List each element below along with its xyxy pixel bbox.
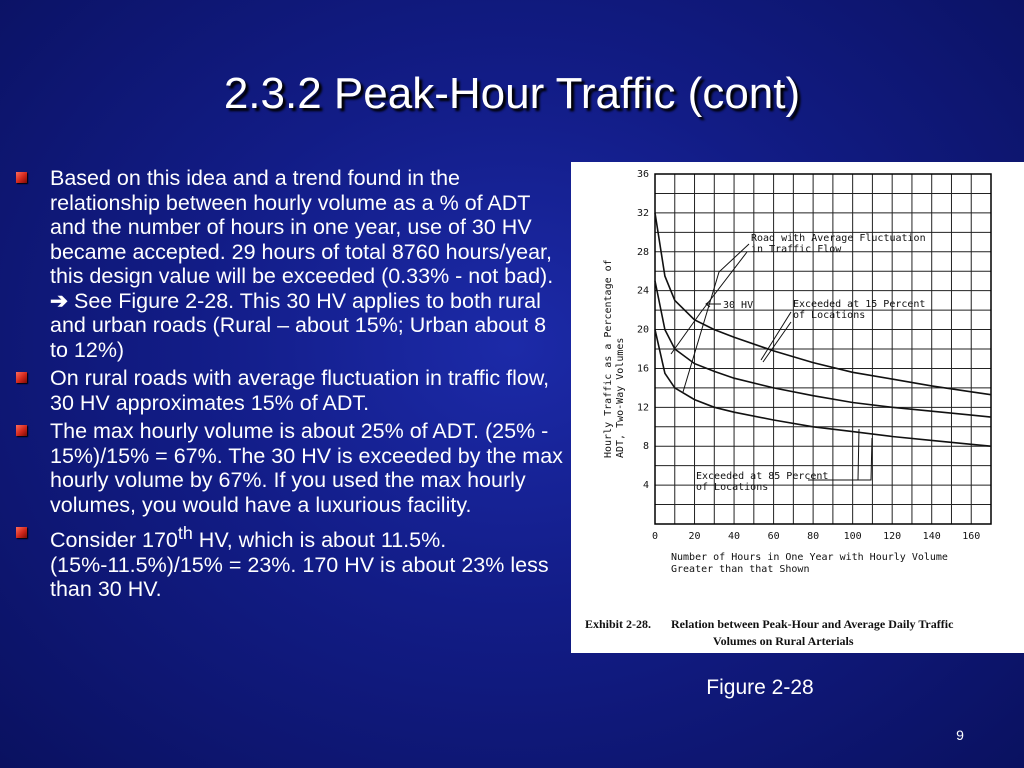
bullet-text: HV, which is about 11.5%. (15%-11.5%)/15% = 23%. 170 HV is about 23% less than 30 HV. (50, 528, 549, 602)
y-tick-label: 28 (636, 246, 649, 258)
x-tick-label: 0 (651, 531, 659, 542)
y-tick-label: 32 (636, 207, 649, 219)
annotation-15pct-line2: of Locations (793, 310, 866, 321)
exhibit-label: Exhibit 2-28. (585, 617, 652, 631)
x-tick-label: 60 (767, 531, 780, 542)
annotation-15pct-line1: Exceeded at 15 Percent (793, 299, 926, 310)
bullet-list (14, 166, 564, 606)
bullet-text: On rural roads with average fluctuation in traffic flow, 30 HV approximates 15% of ADT. (50, 366, 550, 415)
bullet-text: Based on this idea and a trend found in the relationship between hourly volume as a % of ADT and the number of hours in one year, use of 30 HV became accepted. 29 hours of total 8760 hours/year, this design value will be exceeded (0.33% - not bad). (50, 166, 554, 288)
annotation-85pct-line2: of Locations (696, 482, 769, 493)
y-tick-label: 12 (636, 402, 649, 414)
annotation-85pct-line1: Exceeded at 85 Percent (696, 471, 829, 482)
bullet-square-icon (16, 172, 27, 183)
annotation-30hv: 30 HV (723, 300, 754, 311)
x-tick-label: 120 (883, 531, 902, 542)
bullet-superscript: th (177, 523, 193, 543)
exhibit-title: Relation between Peak-Hour and Average Daily Traffic (671, 617, 954, 631)
bullet-text: See Figure 2-28. This 30 HV applies to both rural and urban roads (Rural – about 15%; Urban about 8 to 12%) (50, 288, 547, 362)
annotation-leaders (671, 230, 937, 480)
figure-image (571, 162, 1024, 653)
y-tick-label: 8 (642, 441, 649, 453)
x-tick-label: 160 (962, 531, 981, 542)
chart-annotations (696, 233, 926, 493)
bullet-square-icon (16, 425, 27, 436)
slide-title: 2.3.2 Peak-Hour Traffic (cont) (223, 69, 801, 118)
x-tick-label: 40 (728, 531, 741, 542)
slide-number: 9 (956, 727, 964, 743)
x-tick-labels (652, 531, 980, 542)
bullet-square-icon (16, 527, 27, 538)
x-axis-label: Number of Hours in One Year with Hourly Volume (671, 552, 948, 563)
x-tick-label: 20 (688, 531, 701, 542)
y-axis-label: ADT, Two-Way Volumes (615, 337, 626, 458)
y-tick-label: 36 (636, 169, 649, 180)
y-tick-label: 20 (636, 324, 649, 336)
bullet-item (14, 366, 564, 415)
bullet-text: Consider 170 (50, 528, 178, 553)
annotation-avg-line2: in Traffic Flow (751, 244, 842, 255)
bullet-item (14, 166, 564, 362)
x-tick-label: 140 (922, 531, 941, 542)
peak-hour-chart (571, 162, 1024, 653)
figure-caption: Figure 2-28 (706, 676, 814, 699)
right-arrow-icon: ➔ (50, 288, 69, 313)
x-tick-label: 100 (843, 531, 862, 542)
exhibit-title: Volumes on Rural Arterials (713, 634, 854, 648)
y-axis-label: Hourly Traffic as a Percentage of (603, 259, 614, 458)
x-axis-label: Greater than that Shown (671, 564, 810, 575)
y-tick-label: 24 (636, 285, 649, 297)
annotation-avg-line1: Road with Average Fluctuation (751, 233, 926, 244)
y-tick-labels (637, 169, 649, 491)
y-tick-label: 16 (636, 363, 649, 375)
x-tick-label: 80 (807, 531, 820, 542)
bullet-text: The max hourly volume is about 25% of ADT. (25% - 15%)/15% = 67%. The 30 HV is exceeded by the max hourly volume by 67%. If you used the max hourly volumes, you would have a luxurious facility. (50, 419, 563, 517)
bullet-square-icon (16, 372, 27, 383)
bullet-item (14, 419, 564, 517)
bullet-item (14, 521, 564, 602)
y-tick-label: 4 (642, 480, 649, 492)
